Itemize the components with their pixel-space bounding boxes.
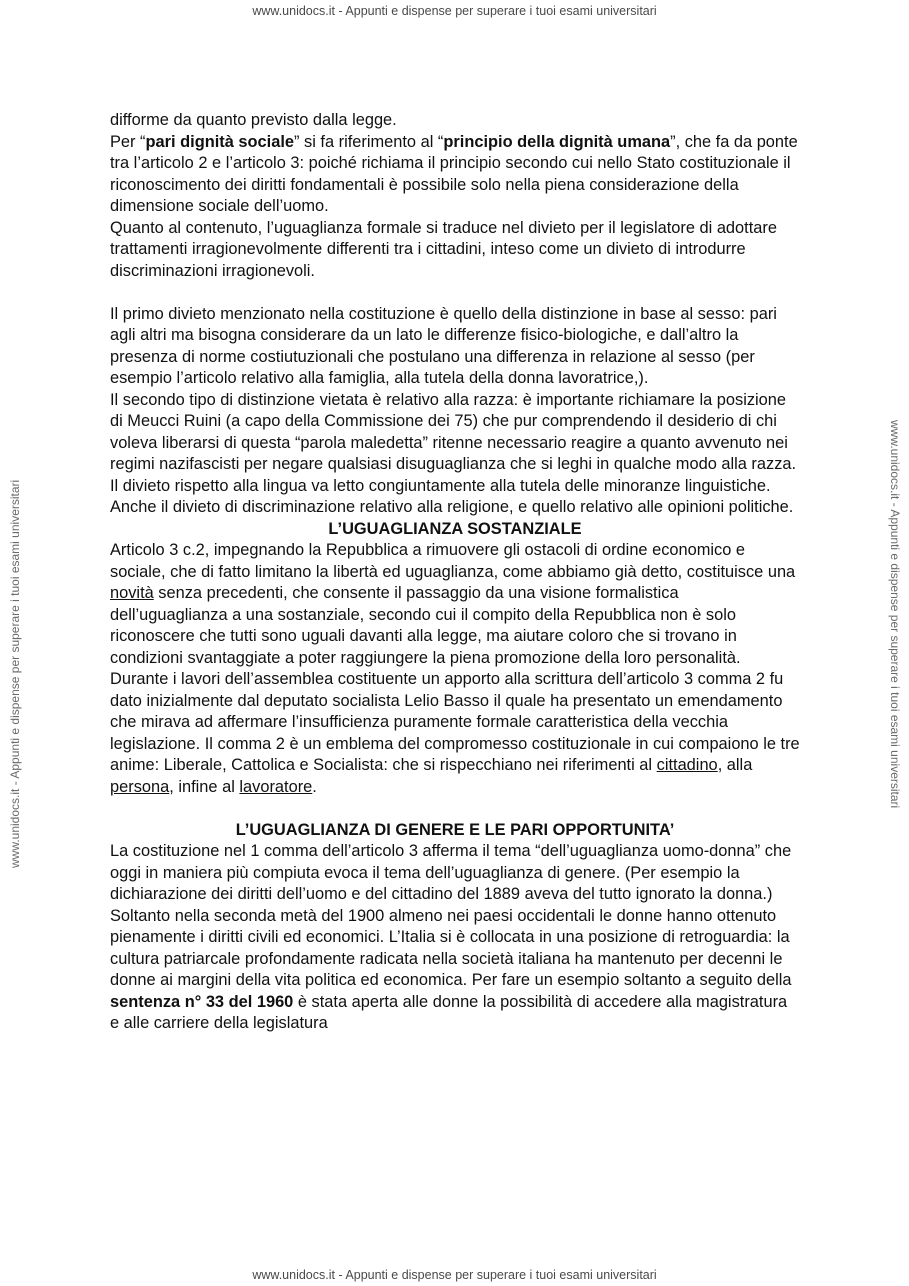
document-body [110, 110, 800, 1035]
header-watermark: www.unidocs.it - Appunti e dispense per superare i tuoi esami universitari [252, 4, 657, 18]
section-heading-uguaglianza-sostanziale: L’UGUAGLIANZA SOSTANZIALE [328, 519, 582, 538]
text: senza precedenti, che consente il passaggio da una visione formalistica dell’uguaglianza a una sostanziale, secondo cui il compito della Repubblica non è solo riconoscere che tutti sono uguali davanti alla legge, ma aiutare coloro che si trovano in condizioni svantaggiate a poter raggiungere la piena promozione della loro personalità. [110, 584, 741, 667]
text: , alla [717, 756, 753, 774]
left-side-watermark: www.unidocs.it - Appunti e dispense per superare i tuoi esami universitari [8, 479, 22, 868]
bold-text: principio della dignità umana [443, 132, 671, 151]
text: ”, che fa da ponte tra l’articolo 2 e l’articolo 3: poiché richiama il principio secondo cui nello Stato costituzionale il riconoscimento dei diritti fondamentali è possibile solo nella piena considerazione della dimensione sociale dell’uomo. [110, 132, 798, 215]
underlined-text: novità [110, 584, 154, 602]
paragraph-6: Il divieto rispetto alla lingua va letto congiuntamente alla tutela delle minoranze linguistiche. [110, 476, 771, 495]
section-heading-uguaglianza-di-genere: L’UGUAGLIANZA DI GENERE E LE PARI OPPORTUNITA’ [235, 820, 675, 839]
paragraph-gap [110, 798, 800, 820]
text: è stata aperta alle donne la possibilità di accedere alla magistratura e alle carriere della legislatura [110, 992, 788, 1032]
text: ” si fa riferimento al “ [294, 132, 444, 151]
footer-watermark: www.unidocs.it - Appunti e dispense per superare i tuoi esami universitari [252, 1268, 657, 1282]
text: , infine al [169, 777, 240, 796]
paragraph-gap [110, 282, 800, 304]
text: Per “ [110, 132, 146, 151]
paragraph-8 [110, 540, 800, 669]
paragraph-3: Quanto al contenuto, l’uguaglianza formale si traduce nel divieto per il legislatore di adottare trattamenti irragionevolmente differenti tra i cittadini, inteso come un divieto di introdurre discriminazioni irragionevoli. [110, 218, 777, 280]
right-side-watermark: www.unidocs.it - Appunti e dispense per superare i tuoi esami universitari [888, 420, 902, 809]
underlined-text: persona [110, 777, 170, 796]
text: Soltanto nella seconda metà del 1900 almeno nei paesi occidentali le donne hanno ottenuto pienamente i diritti civili ed economici. L’Italia si è collocata in una posizione di retroguardia: la cultura patriarcale profondamente radicata nella società italiana ha mantenuto per decenni le donne ai margini della vita politica ed economica. Per fare un esempio soltanto a seguito della [110, 906, 792, 989]
underlined-text: lavoratore [239, 777, 313, 796]
text: Durante i lavori dell’assemblea costituente un apporto alla scrittura dell’articolo 3 comma 2 fu dato inizialmente dal deputato socialista Lelio Basso il quale ha presentato un emendamento che mirava ad affermare l’insufficienza puramente formale caratteristica della vecchia legislazione. Il comma 2 è un emblema del compromesso costituzionale in cui compaiono le tre anime: Liberale, Cattolica e Socialista: che si rispecchiano nei riferimenti al [110, 670, 800, 774]
paragraph-9 [110, 669, 800, 798]
text: . [312, 777, 317, 796]
paragraph-10: La costituzione nel 1 comma dell’articolo 3 afferma il tema “dell’uguaglianza uomo-donna” che oggi in maniera più compiuta evoca il tema dell’uguaglianza di genere. (Per esempio la dichiarazione dei diritti dell’uomo e del cittadino del 1889 aveva del tutto ignorato la donna.) [110, 842, 792, 903]
paragraph-4: Il primo divieto menzionato nella costituzione è quello della distinzione in base al sesso: pari agli altri ma bisogna considerare da un lato le differenze fisico-biologiche, e dall’altro la presenza di norme costiutuzionali che postulano una differenza in relazione al sesso (per esempio l’articolo relativo alla famiglia, alla tutela della donna lavoratrice,). [110, 304, 777, 387]
bold-text: sentenza n° 33 del 1960 [110, 992, 294, 1011]
paragraph-7: Anche il divieto di discriminazione relativo alla religione, e quello relativo alle opinioni politiche. [110, 498, 794, 516]
paragraph-5: Il secondo tipo di distinzione vietata è relativo alla razza: è importante richiamare la posizione di Meucci Ruini (a capo della Commissione dei 75) che pur comprendendo il desiderio di chi voleva liberarsi di questa “parola maledetta” ritenne necessario reagire a quanto avvenuto nei regimi nazifascisti per negare qualsiasi disuguaglianza che si leghi in qualche modo alla razza. [110, 390, 797, 473]
bold-text: pari dignità sociale [145, 132, 294, 151]
text: Articolo 3 c.2, impegnando la Repubblica a rimuovere gli ostacoli di ordine economico e sociale, che di fatto limitano la libertà ed uguaglianza, come abbiamo già detto, costituisce una [110, 541, 796, 581]
paragraph-1: difforme da quanto previsto dalla legge. [110, 111, 397, 129]
underlined-text: cittadino [656, 756, 718, 774]
paragraph-11 [110, 906, 800, 1035]
paragraph-2 [110, 132, 800, 218]
